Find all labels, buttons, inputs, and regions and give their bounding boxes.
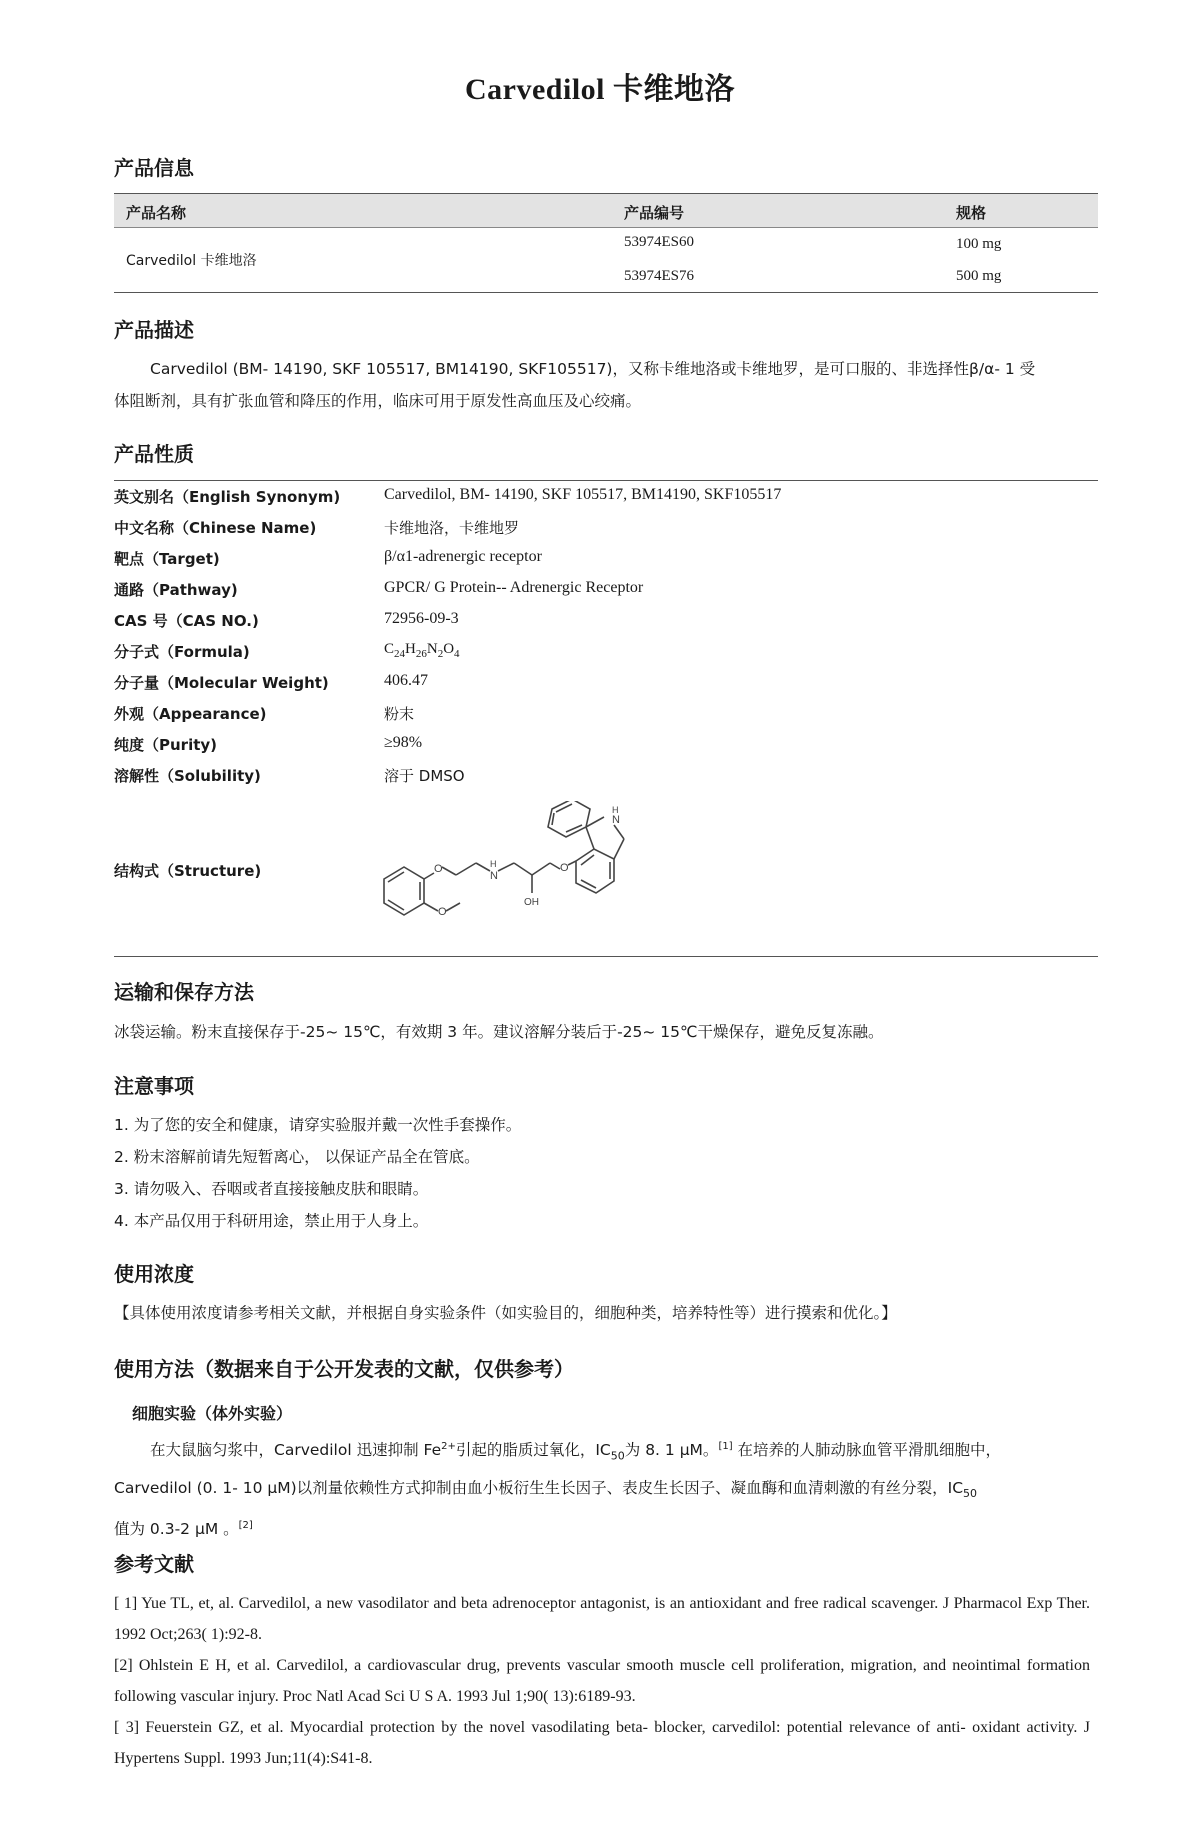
section-references: 参考文献: [114, 1552, 194, 1576]
property-row: [114, 765, 1098, 795]
header-spec: 规格: [956, 204, 987, 222]
cell-line-2: [114, 1472, 1090, 1510]
formula-n: N: [426, 641, 438, 657]
ether-o-label-right: O: [560, 862, 569, 874]
carbazole-n-label: N: [612, 814, 620, 826]
fe-charge: 2+: [441, 1441, 456, 1452]
property-label: 外观（Appearance): [114, 705, 267, 723]
property-value: 406.47: [384, 672, 428, 689]
ic50-sub: 50: [963, 1487, 978, 1501]
property-row: [114, 641, 1098, 671]
property-value: GPCR/ G Protein-- Adrenergic Receptor: [384, 579, 644, 596]
nh-h-label: H: [490, 859, 497, 869]
nh-n-label: N: [490, 870, 498, 882]
section-usage: 使用方法（数据来自于公开发表的文献，仅供参考）: [114, 1357, 574, 1381]
property-label: 纯度（Purity): [114, 736, 218, 754]
cell-text: 在培养的人肺动脉血管平滑肌细胞中，: [732, 1441, 1002, 1460]
product-spec-2: 500 mg: [956, 268, 1002, 284]
product-spec-1: 100 mg: [956, 236, 1002, 252]
cell-line-3: [114, 1510, 1090, 1545]
formula-o: O: [443, 641, 455, 657]
concentration-text: 【具体使用浓度请参考相关文献，并根据自身实验条件（如实验目的，细胞种类，培养特性等）进行摸索和优化。】: [114, 1304, 897, 1322]
product-code-1: 53974ES60: [624, 234, 695, 250]
citation-2: [2]: [238, 1520, 253, 1532]
cell-text: 在大鼠脑匀浆中，Carvedilol 迅速抑制 Fe: [150, 1441, 442, 1460]
structure-label: 结构式（Structure): [114, 862, 262, 880]
ether-o-label-left: O: [434, 863, 443, 875]
property-value: 溶于 DMSO: [384, 767, 465, 785]
formula-h: H: [405, 641, 416, 657]
carbazole-h-label: H: [612, 805, 619, 815]
reference-item: [ 3] Feuerstein GZ, et al. Myocardial protection by the novel vasodilating beta- blocker, carvedilol: potential relevance of anti- oxidant activity. J Hypertens Suppl. 1993 Jun;11(4):S41-8.: [114, 1719, 1090, 1767]
property-label: 靶点（Target): [114, 550, 220, 568]
structure-diagram: [376, 801, 796, 951]
property-value: β/α1-adrenergic receptor: [384, 548, 542, 565]
header-product-name: 产品名称: [126, 204, 187, 222]
cell-text: Carvedilol (0. 1- 10 μM)以剂量依赖性方式抑制由血小板衍生生长因子、表皮生长因子、凝血酶和血清刺激的有丝分裂，IC: [114, 1479, 964, 1498]
note-item: 2. 粉末溶解前请先短暂离心， 以保证产品全在管底。: [114, 1148, 480, 1166]
property-row: [114, 486, 1098, 516]
section-storage: 运输和保存方法: [114, 980, 254, 1004]
section-concentration: 使用浓度: [114, 1262, 194, 1286]
property-value: ≥98%: [384, 734, 423, 751]
property-label: 通路（Pathway): [114, 581, 238, 599]
page-title: Carvedilol 卡维地洛: [465, 73, 735, 106]
property-label: 中文名称（Chinese Name): [114, 519, 317, 537]
cell-text: 引起的脂质过氧化，IC: [455, 1441, 611, 1460]
formula-h-count: 26: [415, 648, 427, 660]
property-label: 分子式（Formula): [114, 643, 250, 661]
property-value: 粉末: [384, 705, 415, 723]
properties-table: [114, 480, 1098, 957]
description-line-1: Carvedilol (BM- 14190, SKF 105517, BM14190, SKF105517)，又称卡维地洛或卡维地罗，是可口服的、非选择性β/α- 1 受: [150, 360, 1036, 378]
property-row: [114, 548, 1098, 578]
property-row: [114, 734, 1098, 764]
product-table: [114, 193, 1098, 293]
oh-label: OH: [524, 897, 539, 908]
formula-value: [384, 641, 460, 660]
cell-experiment-text: [114, 1431, 1090, 1546]
note-item: 4. 本产品仅用于科研用途，禁止用于人身上。: [114, 1212, 429, 1230]
storage-text: 冰袋运输。粉末直接保存于-25~ 15℃，有效期 3 年。建议溶解分装后于-25~ 15℃干燥保存，避免反复冻融。: [114, 1023, 884, 1041]
section-product-info: 产品信息: [114, 156, 194, 180]
cell-text: 值为 0.3-2 μM 。: [114, 1520, 239, 1539]
property-label: 溶解性（Solubility): [114, 767, 261, 785]
product-code-2: 53974ES76: [624, 268, 695, 284]
property-value: Carvedilol, BM- 14190, SKF 105517, BM14190, SKF105517: [384, 486, 782, 503]
cell-experiment-heading: 细胞实验（体外实验）: [132, 1404, 293, 1423]
cell-text: 为 8. 1 μM。: [624, 1441, 719, 1460]
header-product-code: 产品编号: [624, 204, 685, 222]
formula-o-count: 4: [454, 648, 460, 660]
methoxy-o-label: O: [438, 906, 447, 918]
cell-line-1: [114, 1431, 1090, 1472]
property-label: 分子量（Molecular Weight): [114, 674, 329, 692]
property-value: 72956-09-3: [384, 610, 459, 627]
property-label: CAS 号（CAS NO.): [114, 612, 259, 630]
product-table-header: [114, 194, 1098, 228]
formula-n-count: 2: [437, 648, 444, 660]
description-text: [114, 353, 1090, 417]
formula-c-count: 24: [394, 648, 406, 660]
property-row: [114, 703, 1098, 733]
note-item: 1. 为了您的安全和健康，请穿实验服并戴一次性手套操作。: [114, 1116, 522, 1134]
section-notes: 注意事项: [114, 1074, 194, 1098]
citation-1: [1]: [718, 1441, 733, 1452]
product-table-body: [114, 228, 1098, 292]
property-row: [114, 610, 1098, 640]
property-row: [114, 672, 1098, 702]
product-name-cell: Carvedilol 卡维地洛: [126, 253, 257, 269]
reference-item: [2] Ohlstein E H, et al. Carvedilol, a cardiovascular drug, prevents vascular smooth muscle cell proliferation, migration, and neointimal formation following vascular injury. Proc Natl Acad Sci U S A. 1993 Jul 1;90( 13):6189-93.: [114, 1657, 1090, 1705]
property-row: [114, 579, 1098, 609]
reference-item: [ 1] Yue TL, et, al. Carvedilol, a new vasodilator and beta adrenoceptor antagonist, is an antioxidant and free radical scavenger. J Pharmacol Exp Ther. 1992 Oct;263( 1):92-8.: [114, 1595, 1090, 1643]
formula-c: C: [384, 641, 395, 657]
notes-list: [114, 1109, 521, 1237]
description-line-2: 体阻断剂，具有扩张血管和降压的作用，临床可用于原发性高血压及心绞痛。: [114, 392, 642, 410]
references-list: [114, 1588, 1090, 1774]
property-value: 卡维地洛，卡维地罗: [384, 519, 520, 537]
section-description: 产品描述: [114, 318, 194, 342]
section-properties: 产品性质: [114, 442, 194, 466]
property-row: [114, 517, 1098, 547]
property-label: 英文别名（English Synonym): [114, 488, 341, 506]
note-item: 3. 请勿吸入、吞咽或者直接接触皮肤和眼睛。: [114, 1180, 429, 1198]
ic50-sub: 50: [610, 1449, 625, 1463]
